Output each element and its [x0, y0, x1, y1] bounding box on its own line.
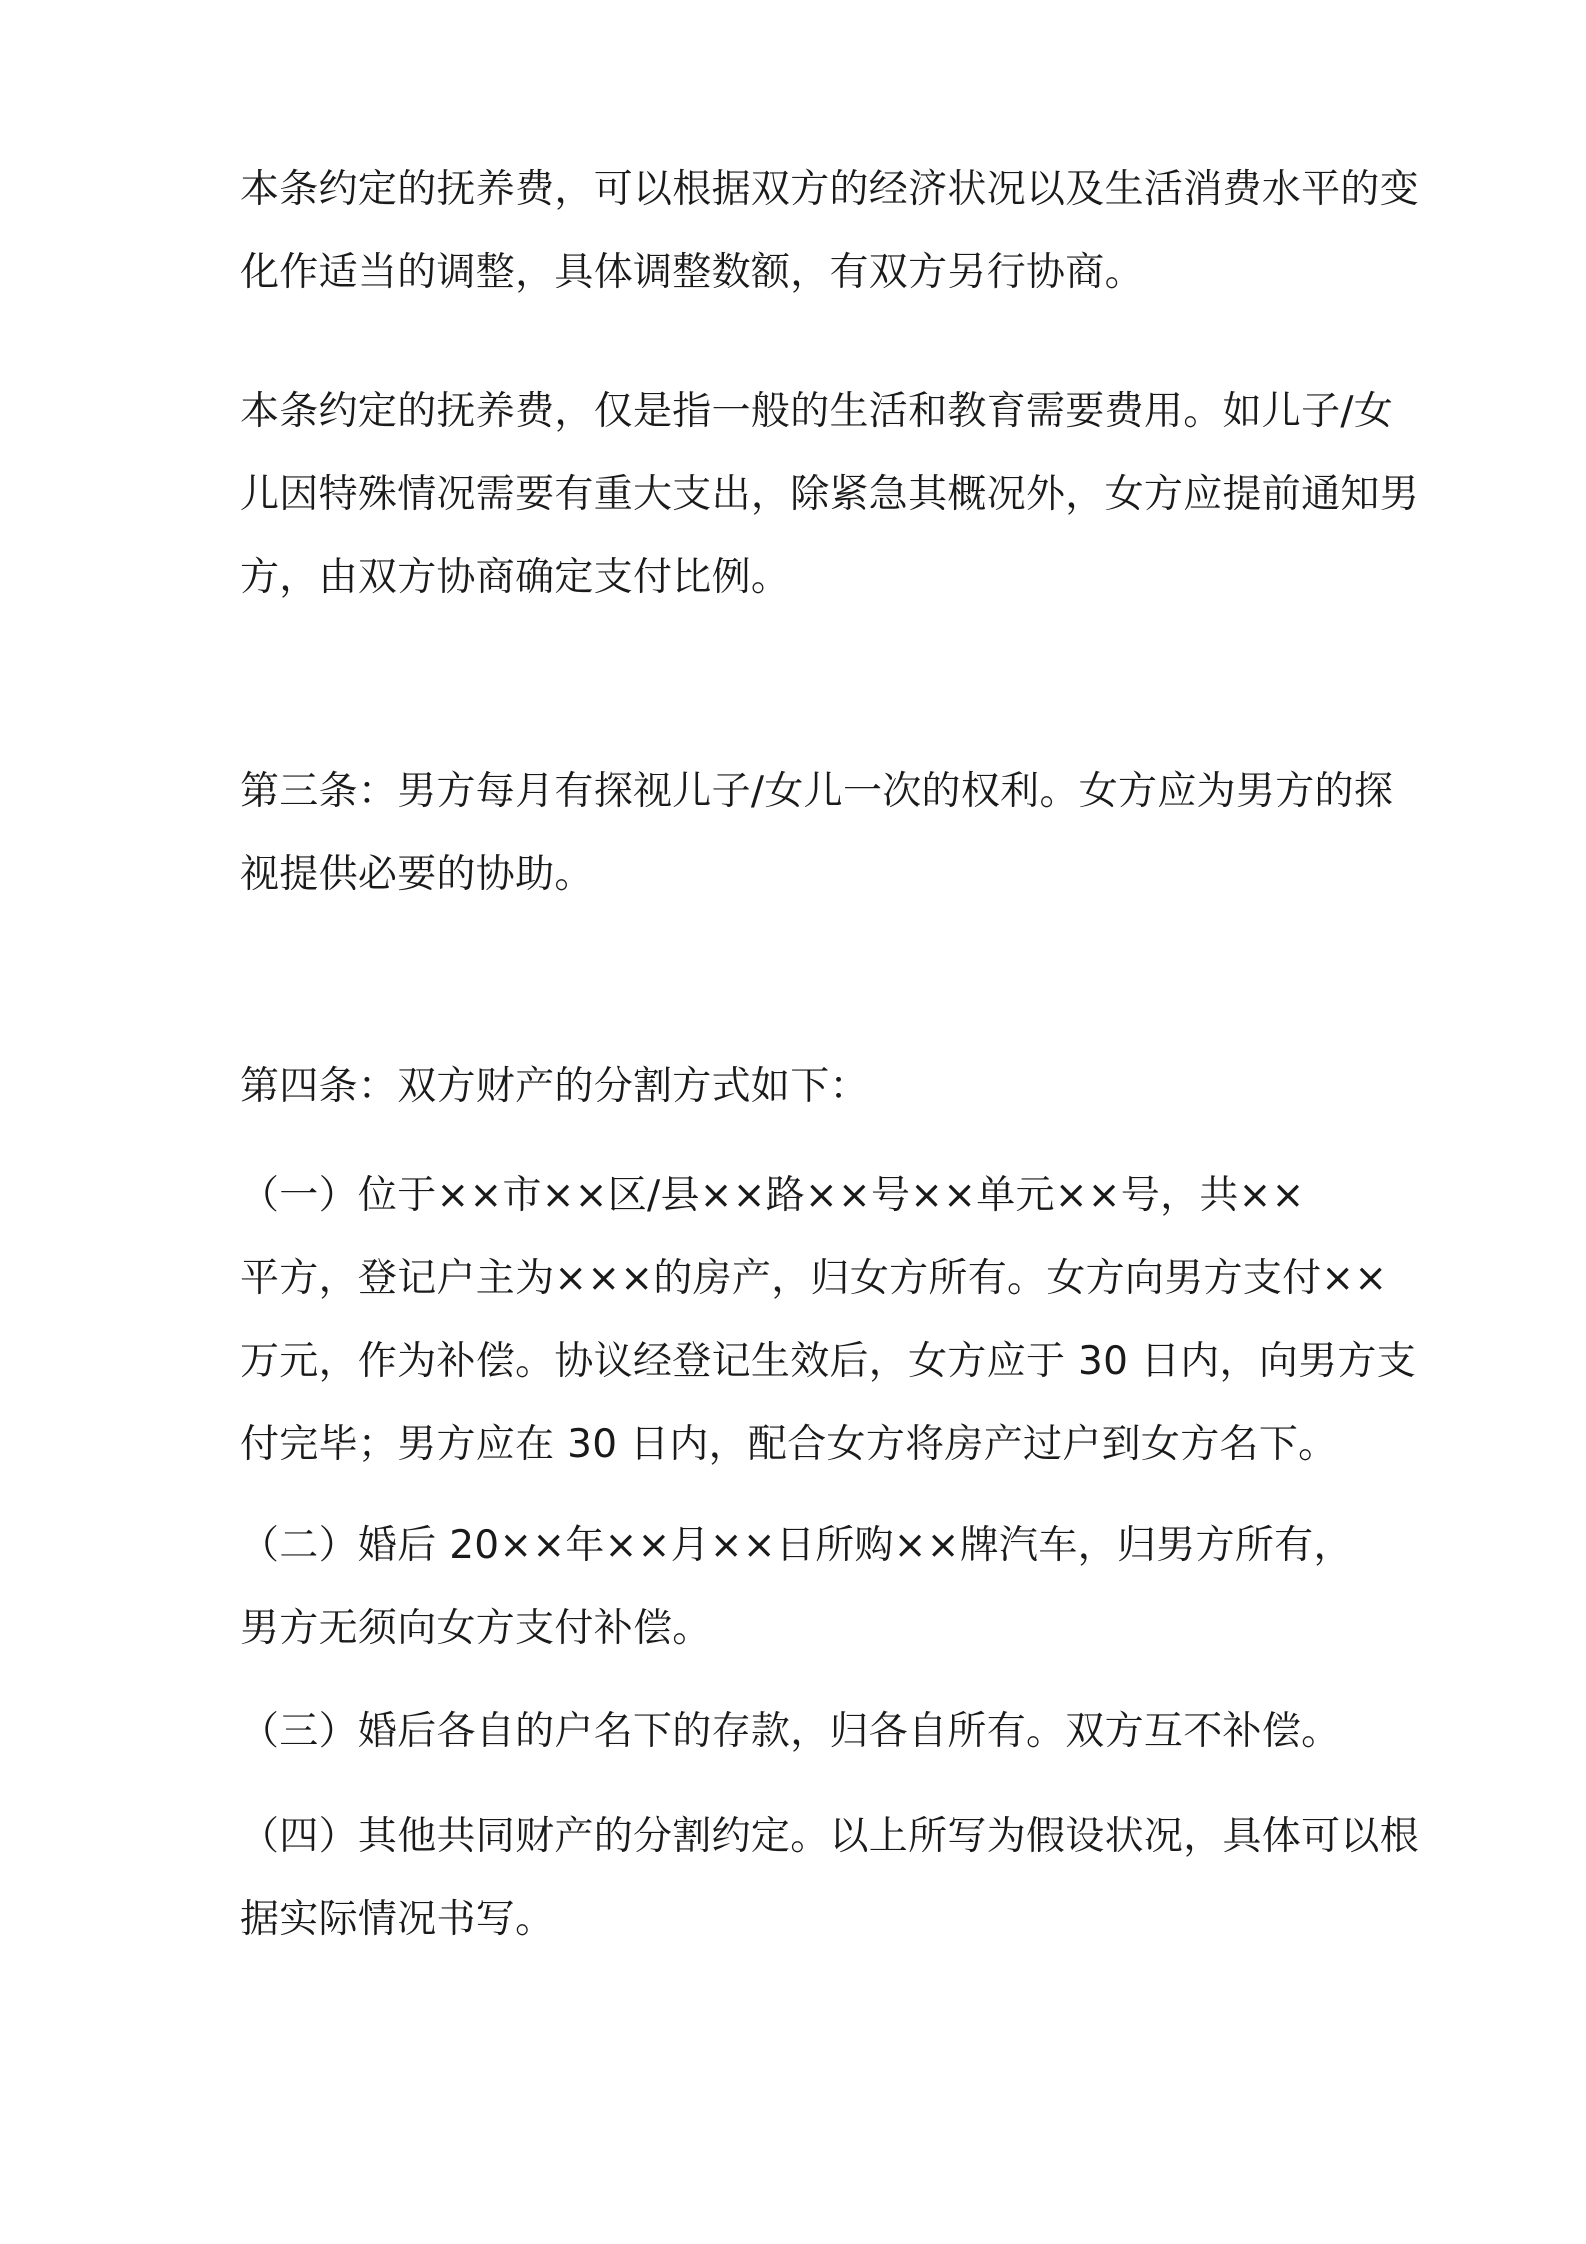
- paragraph-line: （二）婚后 20××年××月××日所购××牌汽车，归男方所有，: [240, 1523, 1353, 1568]
- paragraph-maintenance-scope: [240, 370, 1420, 619]
- property-item-one: [240, 1154, 1417, 1486]
- paragraph-maintenance-adjustment: [240, 148, 1420, 314]
- paragraph-line: 化作适当的调整，具体调整数额，有双方另行协商。: [240, 250, 1144, 295]
- paragraph-line: （一）位于××市××区/县××路××号××单元××号，共××: [240, 1173, 1305, 1218]
- paragraph-line: 本条约定的抚养费，仅是指一般的生活和教育需要费用。如儿子/女: [240, 389, 1394, 434]
- article-three: [240, 750, 1394, 916]
- paragraph-line: 付完毕；男方应在 30 日内，配合女方将房产过户到女方名下。: [240, 1422, 1338, 1467]
- property-item-two: [240, 1504, 1360, 1670]
- paragraph-line: 第三条：男方每月有探视儿子/女儿一次的权利。女方应为男方的探: [240, 769, 1394, 814]
- paragraph-line: 万元，作为补偿。协议经登记生效后，女方应于 30 日内，向男方支: [240, 1339, 1417, 1384]
- paragraph-line: 方，由双方协商确定支付比例。: [240, 555, 791, 600]
- paragraph-line: 据实际情况书写。: [240, 1897, 555, 1942]
- paragraph-line: （三）婚后各自的户名下的存款，归各自所有。双方互不补偿。: [240, 1709, 1341, 1754]
- paragraph-line: 视提供必要的协助。: [240, 852, 594, 897]
- paragraph-line: 平方，登记户主为×××的房产，归女方所有。女方向男方支付××: [240, 1256, 1388, 1301]
- paragraph-line: 本条约定的抚养费，可以根据双方的经济状况以及生活消费水平的变: [240, 167, 1420, 212]
- paragraph-line: 儿因特殊情况需要有重大支出，除紧急其概况外，女方应提前通知男: [240, 472, 1420, 517]
- paragraph-line: 男方无须向女方支付补偿。: [240, 1606, 712, 1651]
- property-item-three: [240, 1690, 1360, 1773]
- property-item-four: [240, 1795, 1420, 1961]
- article-four-heading: [240, 1045, 1360, 1128]
- paragraph-line: （四）其他共同财产的分割约定。以上所写为假设状况，具体可以根: [240, 1814, 1420, 1859]
- paragraph-line: 第四条：双方财产的分割方式如下：: [240, 1064, 869, 1109]
